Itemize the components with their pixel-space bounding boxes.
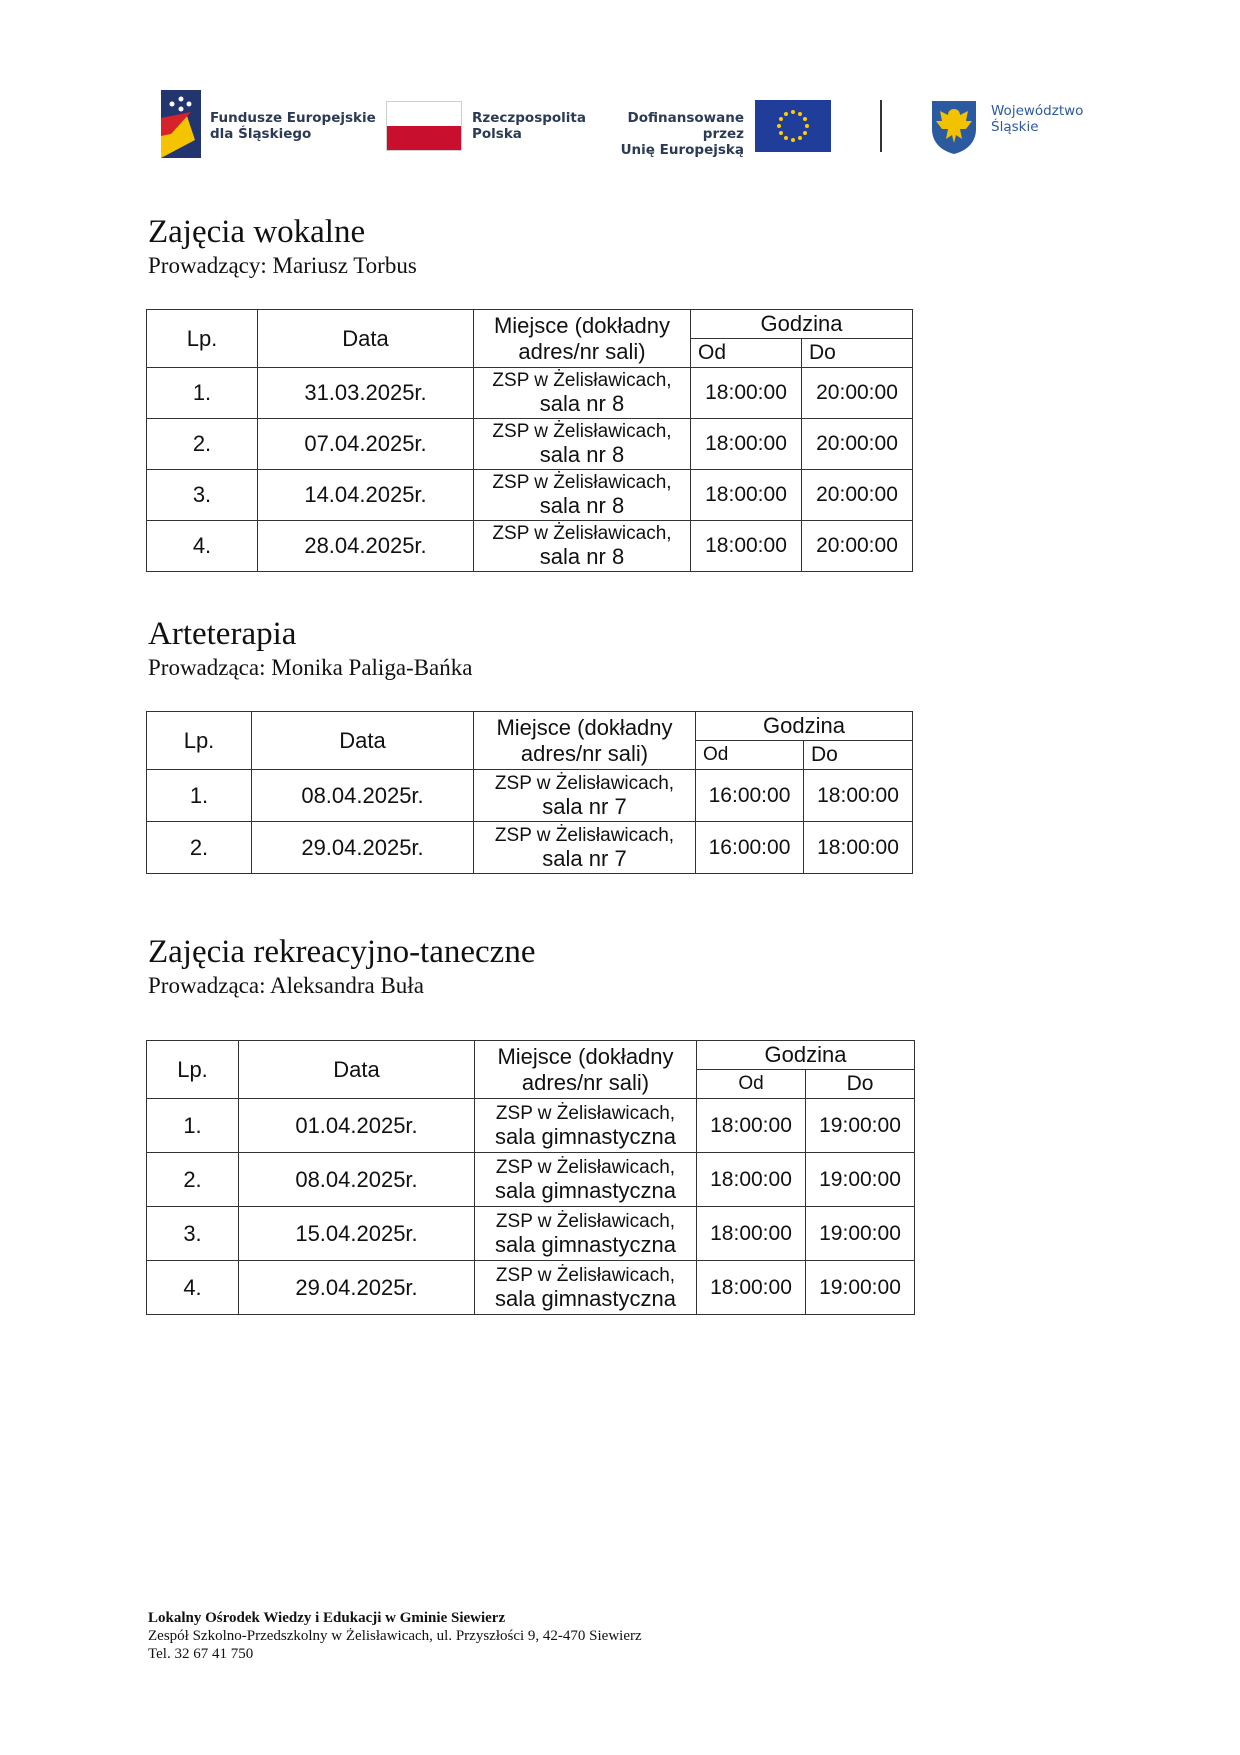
- fe-logo-line1: Fundusze Europejskie: [210, 110, 376, 126]
- cell-place-line2: sala nr 8: [539, 493, 625, 518]
- cell-place-line2: sala gimnastyczna: [495, 1177, 676, 1203]
- cell-place-line1: ZSP w Żelisławicach,: [494, 824, 675, 846]
- table-row: [147, 470, 913, 521]
- cell-lp: 3.: [147, 1207, 239, 1261]
- cell-place-line2: sala gimnastyczna: [495, 1285, 676, 1311]
- cell-lp: 2.: [147, 419, 258, 470]
- cell-place-line1: ZSP w Żelisławicach,: [494, 772, 675, 794]
- schedule-table: [146, 1040, 915, 1315]
- cell-date: 08.04.2025r.: [252, 770, 474, 822]
- cell-to: 18:00:00: [804, 770, 913, 822]
- table-row: [147, 1099, 915, 1153]
- table-row: [147, 1207, 915, 1261]
- cell-lp: 2.: [147, 1153, 239, 1207]
- cell-date: 29.04.2025r.: [239, 1261, 475, 1315]
- header-lp: Lp.: [147, 310, 258, 368]
- cell-place: [474, 770, 696, 822]
- table-row: [147, 1261, 915, 1315]
- cell-place-line2: sala gimnastyczna: [495, 1123, 676, 1149]
- cell-from: 18:00:00: [691, 419, 802, 470]
- fe-logo-icon: [161, 90, 201, 158]
- cell-place-line1: ZSP w Żelisławicach,: [492, 421, 672, 442]
- cell-place: [474, 470, 691, 521]
- woj-logo-line2: Śląskie: [991, 119, 1039, 135]
- polish-flag-icon: [386, 101, 462, 151]
- table-row: [147, 1153, 915, 1207]
- eu-logo-line2: Unię Europejską: [620, 142, 744, 158]
- header-place-line2: adres/nr sali): [518, 338, 646, 364]
- cell-to: 19:00:00: [806, 1153, 915, 1207]
- section-title: Zajęcia wokalne: [148, 214, 366, 250]
- cell-place: [475, 1261, 697, 1315]
- silesia-coat-of-arms-icon: [930, 99, 978, 155]
- rp-logo-line2: Polska: [472, 126, 522, 142]
- cell-date: 01.04.2025r.: [239, 1099, 475, 1153]
- cell-place-line1: ZSP w Żelisławicach,: [495, 1210, 676, 1232]
- header-lp: Lp.: [147, 712, 252, 770]
- section-instructor: Prowadząca: Aleksandra Buła: [148, 973, 424, 998]
- cell-place-line1: ZSP w Żelisławicach,: [495, 1102, 676, 1124]
- cell-from: 18:00:00: [697, 1153, 806, 1207]
- cell-place-line2: sala nr 8: [539, 442, 625, 467]
- cell-date: 15.04.2025r.: [239, 1207, 475, 1261]
- cell-to: 20:00:00: [802, 521, 913, 572]
- cell-place: [474, 419, 691, 470]
- rp-logo-line1: Rzeczpospolita: [472, 110, 586, 126]
- header-place: [474, 310, 691, 368]
- schedule-table: [146, 711, 913, 874]
- header-place-line2: adres/nr sali): [521, 1069, 650, 1095]
- header-place: [475, 1041, 697, 1099]
- cell-from: 16:00:00: [696, 770, 804, 822]
- cell-lp: 1.: [147, 368, 258, 419]
- cell-lp: 1.: [147, 1099, 239, 1153]
- header-hour: Godzina: [691, 310, 913, 339]
- cell-place-line1: ZSP w Żelisławicach,: [495, 1156, 676, 1178]
- cell-to: 20:00:00: [802, 470, 913, 521]
- cell-place: [475, 1153, 697, 1207]
- header-date: Data: [252, 712, 474, 770]
- cell-place: [475, 1099, 697, 1153]
- header-place-line1: Miejsce (dokładny: [493, 312, 671, 338]
- table-row: [147, 419, 913, 470]
- fe-logo-text: [210, 110, 376, 142]
- cell-place-line2: sala nr 8: [539, 544, 625, 569]
- cell-to: 19:00:00: [806, 1099, 915, 1153]
- footer-address: Zespół Szkolno-Przedszkolny w Żelisławicach, ul. Przyszłości 9, 42-470 Siewierz: [148, 1628, 642, 1644]
- header-to: Do: [802, 339, 913, 368]
- cell-date: 14.04.2025r.: [258, 470, 474, 521]
- footer-org: Lokalny Ośrodek Wiedzy i Edukacji w Gminie Siewierz: [148, 1610, 506, 1626]
- cell-date: 07.04.2025r.: [258, 419, 474, 470]
- header-hour: Godzina: [696, 712, 913, 741]
- cell-lp: 1.: [147, 770, 252, 822]
- logo-divider: [880, 100, 882, 152]
- header-lp: Lp.: [147, 1041, 239, 1099]
- cell-from: 18:00:00: [697, 1207, 806, 1261]
- cell-place: [475, 1207, 697, 1261]
- eu-logo-text: [592, 110, 744, 158]
- cell-from: 18:00:00: [691, 470, 802, 521]
- cell-date: 08.04.2025r.: [239, 1153, 475, 1207]
- cell-from: 18:00:00: [691, 521, 802, 572]
- cell-place-line2: sala nr 7: [542, 793, 627, 819]
- cell-from: 16:00:00: [696, 822, 804, 874]
- rp-logo-text: [472, 110, 586, 142]
- footer: [148, 1609, 642, 1663]
- cell-place-line2: sala gimnastyczna: [495, 1231, 676, 1257]
- header-from: Od: [696, 741, 804, 770]
- header-from: Od: [697, 1070, 806, 1099]
- cell-from: 18:00:00: [691, 368, 802, 419]
- cell-lp: 2.: [147, 822, 252, 874]
- header-to: Do: [804, 741, 913, 770]
- cell-to: 20:00:00: [802, 419, 913, 470]
- eu-logo-line1: Dofinansowane przez: [627, 110, 744, 142]
- eu-flag-icon: [755, 100, 831, 152]
- cell-place-line2: sala nr 7: [542, 845, 627, 871]
- header-to: Do: [806, 1070, 915, 1099]
- header-hour: Godzina: [697, 1041, 915, 1070]
- cell-place: [474, 822, 696, 874]
- table-row: [147, 368, 913, 419]
- cell-from: 18:00:00: [697, 1261, 806, 1315]
- cell-to: 19:00:00: [806, 1207, 915, 1261]
- cell-place-line1: ZSP w Żelisławicach,: [492, 523, 672, 544]
- woj-logo-text: [991, 103, 1083, 135]
- table-row: [147, 770, 913, 822]
- header-place-line2: adres/nr sali): [520, 740, 649, 766]
- cell-lp: 4.: [147, 521, 258, 572]
- header-date: Data: [239, 1041, 475, 1099]
- schedule-table: [146, 309, 913, 572]
- table-row: [147, 521, 913, 572]
- footer-phone: Tel. 32 67 41 750: [148, 1646, 254, 1662]
- cell-date: 31.03.2025r.: [258, 368, 474, 419]
- cell-place: [474, 521, 691, 572]
- cell-to: 18:00:00: [804, 822, 913, 874]
- cell-place-line2: sala nr 8: [539, 391, 625, 416]
- cell-place-line1: ZSP w Żelisławicach,: [495, 1264, 676, 1286]
- header-place-line1: Miejsce (dokładny: [496, 714, 673, 740]
- section-instructor: Prowadzący: Mariusz Torbus: [148, 253, 417, 278]
- cell-lp: 3.: [147, 470, 258, 521]
- header-date: Data: [258, 310, 474, 368]
- cell-place-line1: ZSP w Żelisławicach,: [492, 370, 672, 391]
- section-instructor: Prowadząca: Monika Paliga-Bańka: [148, 655, 473, 680]
- woj-logo-line1: Województwo: [991, 103, 1084, 119]
- cell-to: 20:00:00: [802, 368, 913, 419]
- cell-lp: 4.: [147, 1261, 239, 1315]
- fe-logo-line2: dla Śląskiego: [210, 126, 312, 142]
- section-title: Arteterapia: [148, 616, 297, 652]
- cell-place: [474, 368, 691, 419]
- cell-date: 28.04.2025r.: [258, 521, 474, 572]
- cell-place-line1: ZSP w Żelisławicach,: [492, 472, 672, 493]
- cell-from: 18:00:00: [697, 1099, 806, 1153]
- section-title: Zajęcia rekreacyjno-taneczne: [148, 934, 536, 970]
- cell-to: 19:00:00: [806, 1261, 915, 1315]
- table-row: [147, 822, 913, 874]
- cell-date: 29.04.2025r.: [252, 822, 474, 874]
- header-from: Od: [691, 339, 802, 368]
- header-place-line1: Miejsce (dokładny: [497, 1043, 674, 1069]
- header-place: [474, 712, 696, 770]
